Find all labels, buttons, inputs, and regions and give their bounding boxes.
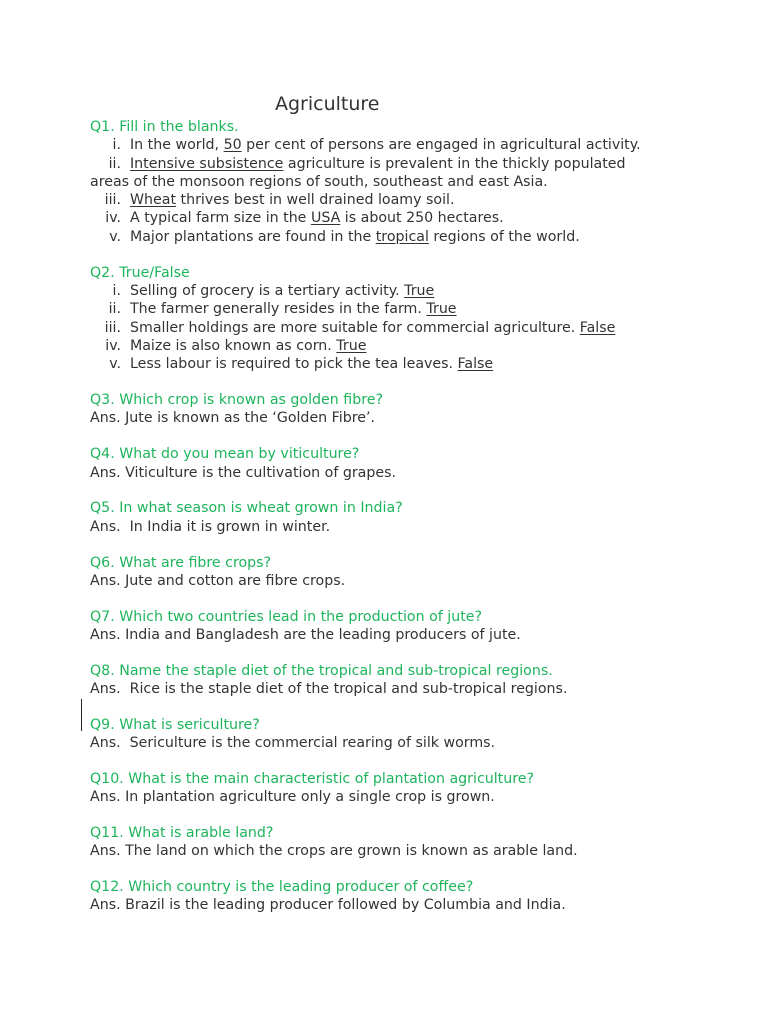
qa-block-4: [90, 445, 710, 482]
blank-answer: tropical: [375, 228, 429, 245]
answer-text: Ans. Rice is the staple diet of the tropical and sub-tropical regions.: [90, 681, 568, 698]
question-text: Q4. What do you mean by viticulture?: [90, 446, 360, 463]
text-cursor: [81, 699, 82, 731]
question-text: Q9. What is sericulture?: [90, 716, 260, 733]
qa-block-10: [90, 770, 710, 807]
true-false-answer: True: [426, 301, 457, 318]
answer-text: Ans. Brazil is the leading producer followed by Columbia and India.: [90, 897, 566, 914]
qa-block-8: [90, 662, 710, 699]
question-text: Q11. What is arable land?: [90, 824, 274, 841]
list-item: iii. Smaller holdings are more suitable for commercial agriculture. False: [90, 319, 710, 337]
question-text: Q8. Name the staple diet of the tropical and sub-tropical regions.: [90, 662, 553, 679]
question-text: Q3. Which crop is known as golden fibre?: [90, 392, 384, 409]
list-number: iii.: [104, 319, 121, 336]
blank-answer: USA: [310, 210, 341, 227]
list-item: i. In the world, 50 per cent of persons are engaged in agricultural activity.: [90, 136, 710, 154]
true-false-answer: True: [336, 337, 367, 354]
list-number: i.: [112, 137, 121, 154]
question-text: Q7. Which two countries lead in the production of jute?: [90, 608, 483, 625]
qa-block-3: [90, 391, 710, 428]
qa-block-12: [90, 878, 710, 915]
answer-text: Ans. Viticulture is the cultivation of grapes.: [90, 464, 397, 481]
list-item: v. Major plantations are found in the tropical regions of the world.: [90, 228, 710, 246]
qa-block-5: [90, 499, 710, 536]
question-text: Q12. Which country is the leading producer of coffee?: [90, 879, 474, 896]
question-text: Q6. What are fibre crops?: [90, 554, 272, 571]
list-number: iv.: [105, 210, 121, 227]
answer-text: Ans. India and Bangladesh are the leading producers of jute.: [90, 627, 521, 644]
list-item: ii. The farmer generally resides in the farm. True: [90, 300, 710, 318]
question-2: Q2. True/False: [90, 264, 190, 281]
list-number: i.: [112, 282, 121, 299]
true-false-answer: False: [579, 319, 616, 336]
document-body: [90, 92, 710, 915]
list-item: ii. Intensive subsistence agriculture is prevalent in the thickly populated: [90, 155, 710, 173]
qa-block-9: [90, 716, 710, 753]
blank-answer: 50: [223, 137, 242, 154]
page-title: Agriculture: [275, 93, 380, 115]
answer-text: Ans. The land on which the crops are grown is known as arable land.: [90, 843, 578, 860]
list-number: v.: [109, 228, 121, 245]
blank-answer: Intensive subsistence: [130, 155, 284, 172]
list-item: iii. Wheat thrives best in well drained loamy soil.: [90, 191, 710, 209]
qa-block-11: [90, 824, 710, 861]
list-number: ii.: [108, 301, 121, 318]
question-1: Q1. Fill in the blanks.: [90, 119, 239, 135]
answer-text: Ans. In plantation agriculture only a single crop is grown.: [90, 789, 495, 806]
answer-text: Ans. Jute and cotton are fibre crops.: [90, 572, 346, 589]
list-number: ii.: [108, 155, 121, 172]
qa-block-6: [90, 554, 710, 591]
answer-text: Ans. In India it is grown in winter.: [90, 518, 331, 535]
question-text: Q10. What is the main characteristic of plantation agriculture?: [90, 770, 535, 787]
blank-answer: Wheat: [130, 192, 177, 209]
list-number: v.: [109, 356, 121, 373]
true-false-answer: True: [404, 282, 435, 299]
list-item-continuation: areas of the monsoon regions of south, southeast and east Asia.: [90, 173, 548, 190]
true-false-answer: False: [457, 356, 494, 373]
list-number: iii.: [104, 192, 121, 209]
answer-text: Ans. Jute is known as the ‘Golden Fibre’.: [90, 410, 376, 427]
qa-block-7: [90, 608, 710, 645]
list-item: v. Less labour is required to pick the tea leaves. False: [90, 355, 710, 373]
answer-text: Ans. Sericulture is the commercial rearing of silk worms.: [90, 734, 496, 751]
list-item: iv. A typical farm size in the USA is about 250 hectares.: [90, 209, 710, 227]
list-item: iv. Maize is also known as corn. True: [90, 337, 710, 355]
list-item: i. Selling of grocery is a tertiary activity. True: [90, 282, 710, 300]
list-number: iv.: [105, 337, 121, 354]
question-text: Q5. In what season is wheat grown in India?: [90, 500, 403, 517]
